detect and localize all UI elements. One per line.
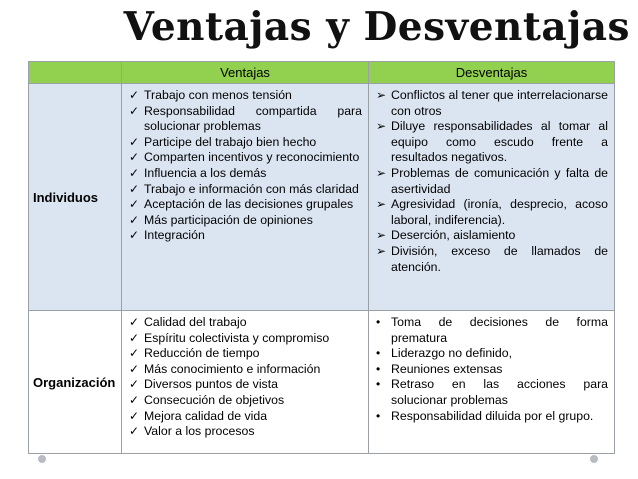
right-decorative-dot <box>590 455 598 463</box>
list-item <box>129 346 362 362</box>
cell-organizacion-desventajas <box>369 311 615 454</box>
arrow-bullet-icon: ➢ <box>376 228 387 243</box>
list-item <box>129 392 362 409</box>
list-item <box>376 228 608 244</box>
list-item <box>129 88 362 104</box>
list-individuos-ventajas <box>122 84 368 248</box>
list-item <box>129 181 362 198</box>
list-item <box>129 103 362 135</box>
list-item <box>129 408 362 425</box>
cell-organizacion-ventajas <box>122 311 369 454</box>
bullet-icon: • <box>376 377 381 392</box>
checkmark-icon: ✓ <box>129 408 140 423</box>
list-item <box>376 377 608 408</box>
list-item <box>376 88 608 119</box>
list-item <box>376 119 608 166</box>
bullet-icon: • <box>376 408 381 423</box>
list-item <box>129 228 362 244</box>
list-item <box>376 243 608 275</box>
checkmark-icon: ✓ <box>129 150 140 165</box>
arrow-bullet-icon: ➢ <box>376 165 387 180</box>
list-item <box>376 197 608 228</box>
checkmark-icon: ✓ <box>129 392 140 407</box>
checkmark-icon: ✓ <box>129 361 140 376</box>
list-item-text: Diversos puntos de vista <box>144 377 278 392</box>
list-item-text: Mejora calidad de vida <box>144 408 268 423</box>
list-item-text: Consecución de objetivos <box>144 392 285 407</box>
bullet-icon: • <box>376 315 381 329</box>
row-label-organizacion: Organización <box>29 311 122 454</box>
list-organizacion-ventajas <box>122 311 368 444</box>
checkmark-icon: ✓ <box>129 134 140 149</box>
list-item-text: Conflictos al tener que interrelacionarse con otros <box>391 88 608 118</box>
list-item-text: Responsabilidad compartida para solucionar problemas <box>144 103 362 134</box>
list-item <box>129 377 362 393</box>
table-row-individuos <box>29 84 615 311</box>
bullet-icon: • <box>376 361 381 376</box>
list-item <box>376 408 608 425</box>
checkmark-icon: ✓ <box>129 315 140 329</box>
table-row-organizacion <box>29 311 615 454</box>
list-item-text: Espíritu colectivista y compromiso <box>144 330 330 345</box>
checkmark-icon: ✓ <box>129 212 140 227</box>
comparison-table <box>28 61 615 454</box>
list-item <box>129 212 362 229</box>
list-individuos-desventajas <box>369 84 614 279</box>
list-item-text: Agresividad (ironía, desprecio, acoso laboral, indiferencia). <box>391 197 608 227</box>
cell-individuos-ventajas <box>122 84 369 311</box>
header-empty-cell <box>29 62 122 84</box>
list-item-text: Más conocimiento e información <box>144 361 321 376</box>
list-item <box>129 315 362 331</box>
checkmark-icon: ✓ <box>129 377 140 392</box>
list-item-text: Comparten incentivos y reconocimiento <box>144 150 360 165</box>
header-ventajas: Ventajas <box>122 62 369 84</box>
list-item <box>129 330 362 347</box>
list-item <box>376 315 608 346</box>
cell-individuos-desventajas <box>369 84 615 311</box>
checkmark-icon: ✓ <box>129 103 140 118</box>
arrow-bullet-icon: ➢ <box>376 119 387 134</box>
list-item-text: Trabajo con menos tensión <box>144 88 292 102</box>
list-item-text: Aceptación de las decisiones grupales <box>144 197 354 212</box>
list-item-text: Toma de decisiones de forma prematura <box>391 315 608 345</box>
checkmark-icon: ✓ <box>129 346 140 361</box>
bullet-icon: • <box>376 346 381 361</box>
list-item-text: Trabajo e información con más claridad <box>144 181 359 196</box>
list-item <box>129 361 362 378</box>
checkmark-icon: ✓ <box>129 88 140 102</box>
list-item <box>376 361 608 378</box>
list-item-text: Retraso en las acciones para solucionar problemas <box>391 377 608 407</box>
list-item-text: Más participación de opiniones <box>144 212 313 227</box>
list-item-text: Responsabilidad diluida por el grupo. <box>391 408 594 423</box>
arrow-bullet-icon: ➢ <box>376 88 387 102</box>
checkmark-icon: ✓ <box>129 228 140 243</box>
checkmark-icon: ✓ <box>129 165 140 180</box>
list-item-text: Influencia a los demás <box>144 165 267 180</box>
list-item <box>129 197 362 213</box>
arrow-bullet-icon: ➢ <box>376 243 387 258</box>
list-item-text: Reducción de tiempo <box>144 346 260 361</box>
list-organizacion-desventajas <box>369 311 614 428</box>
row-label-individuos: Individuos <box>29 84 122 311</box>
list-item-text: Diluye responsabilidades al tomar al equipo como escudo frente a resultados negativos. <box>391 119 608 165</box>
list-item-text: Calidad del trabajo <box>144 315 247 329</box>
list-item <box>376 346 608 362</box>
list-item <box>376 165 608 197</box>
checkmark-icon: ✓ <box>129 424 140 439</box>
list-item-text: Deserción, aislamiento <box>391 228 516 243</box>
list-item-text: Reuniones extensas <box>391 361 503 376</box>
header-desventajas: Desventajas <box>369 62 615 84</box>
list-item <box>129 150 362 166</box>
list-item <box>129 165 362 182</box>
list-item-text: Valor a los procesos <box>144 424 255 439</box>
checkmark-icon: ✓ <box>129 181 140 196</box>
list-item-text: División, exceso de llamados de atención. <box>391 243 608 274</box>
checkmark-icon: ✓ <box>129 197 140 212</box>
slide-title: Ventajas y Desventajas <box>123 4 630 50</box>
list-item <box>129 134 362 151</box>
arrow-bullet-icon: ➢ <box>376 197 387 212</box>
list-item-text: Participe del trabajo bien hecho <box>144 134 317 149</box>
list-item-text: Integración <box>144 228 205 243</box>
table-header-row <box>29 62 615 84</box>
list-item <box>129 424 362 440</box>
left-decorative-dot <box>38 455 46 463</box>
list-item-text: Liderazgo no definido, <box>391 346 513 361</box>
checkmark-icon: ✓ <box>129 330 140 345</box>
list-item-text: Problemas de comunicación y falta de asertividad <box>391 165 608 196</box>
